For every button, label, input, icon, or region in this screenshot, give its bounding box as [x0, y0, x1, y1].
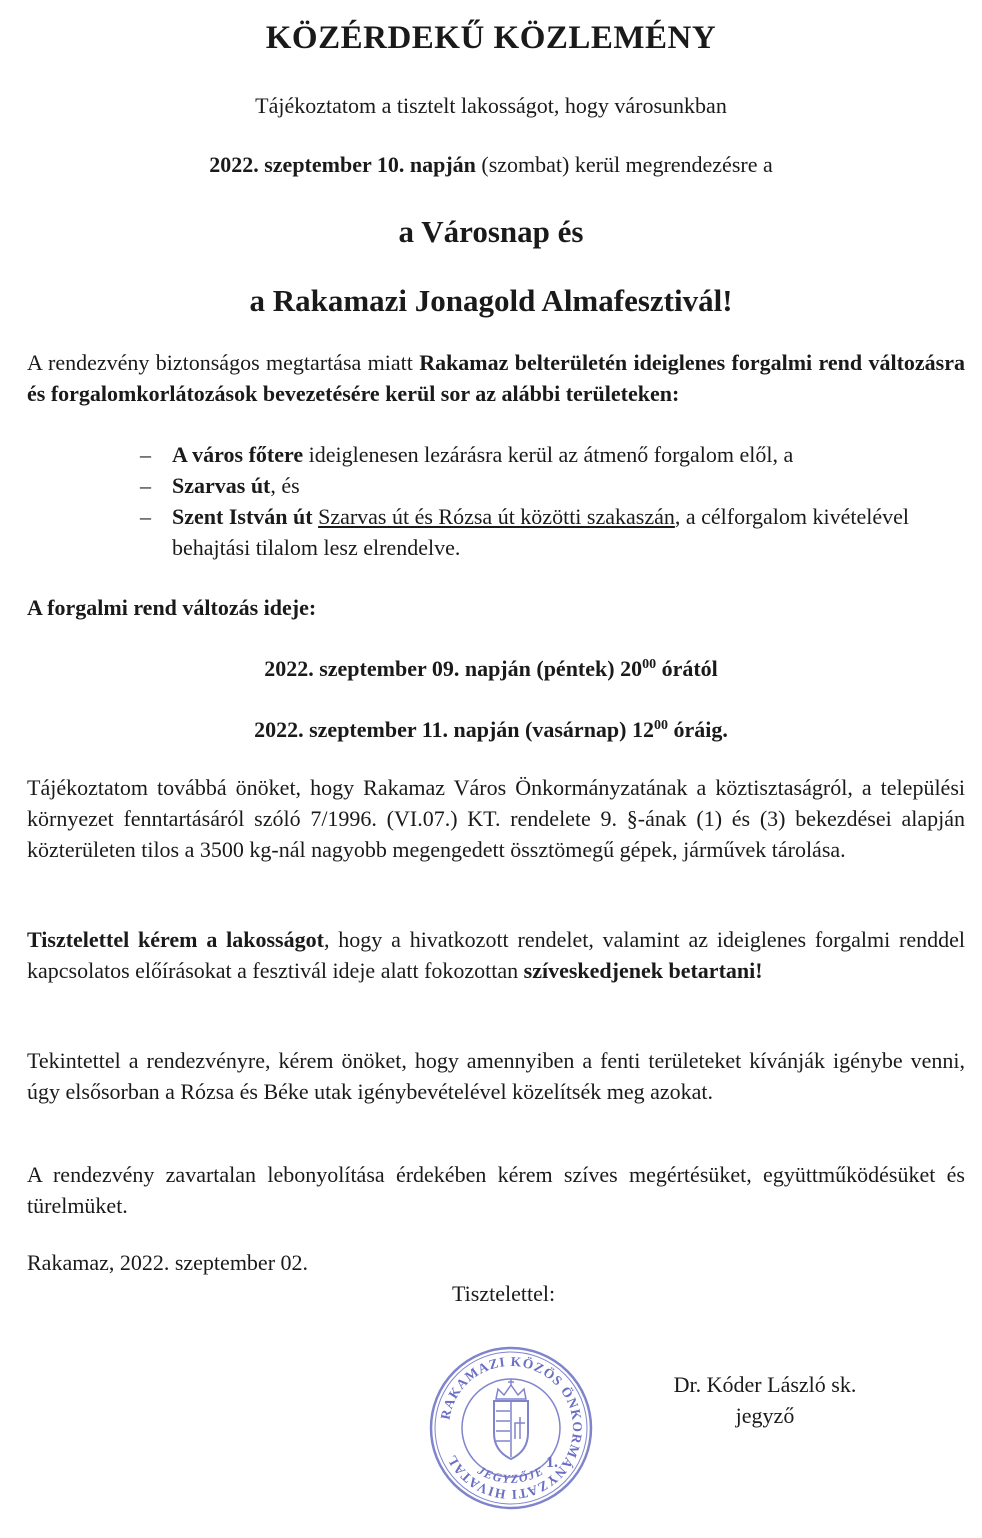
list-dash: –: [140, 473, 151, 498]
schedule-to: [0, 714, 982, 745]
schedule-from-sup: 00: [642, 657, 657, 672]
request-paragraph: [27, 924, 965, 986]
traffic-paragraph-text: A rendezvény biztonságos megtartása miatt: [27, 350, 420, 375]
list-item: [140, 501, 940, 563]
list-item-bold: Szent István út: [172, 504, 313, 529]
event-headline-1: a Városnap és: [398, 214, 584, 249]
schedule-to-sup: 00: [654, 718, 668, 733]
list-item: [140, 439, 940, 470]
stamp-bottom-text: JEGYZŐJE: [475, 1463, 547, 1486]
schedule-from-text: 2022. szeptember 09. napján (péntek) 20: [264, 656, 643, 681]
regulation-paragraph: Tájékoztatom továbbá önöket, hogy Rakamaz Város Önkormányzatának a köztisztaságról, a települési környezet fenntartásáról szóló 7/1996. (VI.07.) KT. rendelete 9. §-ának (1) és (3) bekezdései alapján közterületen tilos a 3500 kg-nál nagyobb megengedett össztömegű gépek, járművek tárolása.: [27, 775, 965, 862]
signature-block: [640, 1369, 890, 1431]
signer-name: Dr. Kóder László sk.: [673, 1372, 857, 1397]
stamp-ring-text: RAKAMAZI KÖZÖS ÖNKORMÁNYZATI HIVATAL: [437, 1353, 586, 1503]
request-bold-2: szíveskedjenek betartani!: [523, 958, 763, 983]
greeting: Tisztelettel:: [452, 1281, 556, 1306]
event-date-line: [0, 149, 982, 180]
request-bold-1: Tisztelettel kérem a lakosságot: [27, 927, 324, 952]
list-dash: –: [140, 504, 151, 529]
schedule-to-suffix: óráig.: [668, 717, 728, 742]
traffic-paragraph: [27, 347, 965, 409]
affected-areas-list: [140, 439, 940, 563]
list-item-text: , és: [270, 473, 300, 498]
intro-line: Tájékoztatom a tisztelt lakosságot, hogy városunkban: [255, 93, 727, 118]
detour-paragraph: Tekintettel a rendezvényre, kérem önöket, hogy amennyiben a fenti területeket kívánják igénybe venni, úgy elsősorban a Rózsa és Béke utak igénybevételével közelítsék meg azokat.: [27, 1048, 965, 1104]
schedule-to-text: 2022. szeptember 11. napján (vasárnap) 12: [254, 717, 654, 742]
document-title: KÖZÉRDEKŰ KÖZLEMÉNY: [265, 20, 717, 56]
event-date-rest: (szombat) kerül megrendezésre a: [475, 152, 773, 177]
list-item-text: ideiglenesen lezárásra kerül az átmenő forgalom elől, a: [303, 442, 794, 467]
list-dash: –: [140, 442, 151, 467]
list-item-bold: A város főtere: [172, 442, 304, 467]
list-item: [140, 470, 940, 501]
place-date: Rakamaz, 2022. szeptember 02.: [27, 1250, 309, 1275]
list-item-text: , a célforgalom kivételével behajtási tilalom lesz elrendelve.: [172, 504, 910, 560]
list-item-underline: Szarvas út és Rózsa út közötti szakaszán: [318, 504, 675, 529]
signer-title: jegyző: [735, 1403, 795, 1428]
event-headline-2: a Rakamazi Jonagold Almafesztivál!: [249, 283, 733, 318]
list-item-bold: Szarvas út: [172, 473, 271, 498]
schedule-from-suffix: órától: [656, 656, 718, 681]
traffic-paragraph-bold: Rakamaz belterületén ideiglenes forgalmi rend változásra és forgalomkorlátozások bevezetésére kerül sor az alábbi területeken:: [27, 350, 965, 406]
event-date: 2022. szeptember 10. napján: [209, 152, 476, 177]
schedule-from: [0, 653, 982, 684]
schedule-heading: A forgalmi rend változás ideje:: [27, 595, 317, 620]
official-stamp-icon: [426, 1343, 596, 1513]
stamp-number: 1.: [546, 1454, 558, 1471]
closing-paragraph: A rendezvény zavartalan lebonyolítása érdekében kérem szíves megértésüket, együttműködésüket és türelmüket.: [27, 1162, 965, 1218]
request-text: , hogy a hivatkozott rendelet, valamint az ideiglenes forgalmi renddel kapcsolatos előírásokat a fesztivál ideje alatt fokozottan: [27, 927, 965, 983]
